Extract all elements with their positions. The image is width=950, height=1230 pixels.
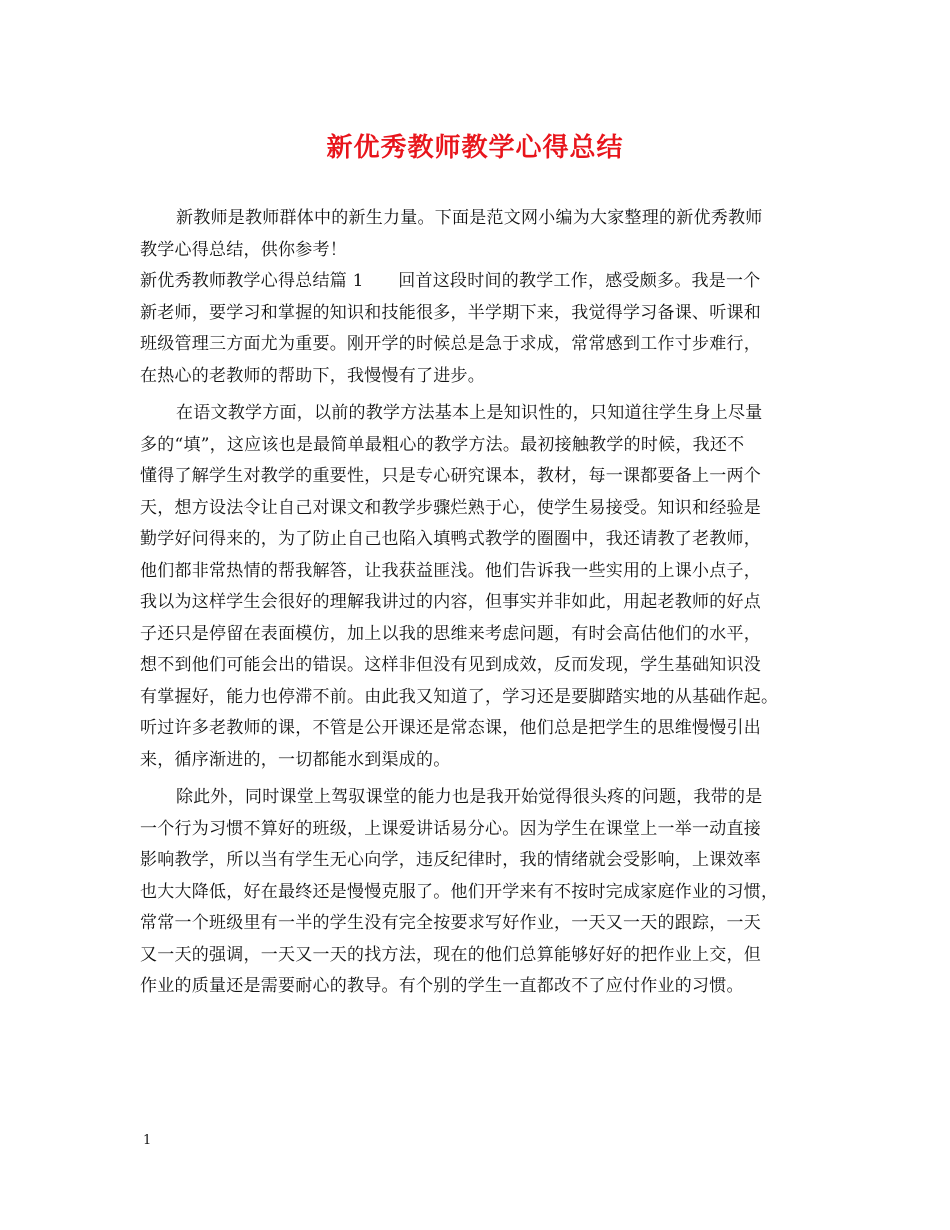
- paragraph-3-line-10: 有掌握好，能力也停滞不前。由此我又知道了，学习还是要脚踏实地的从基础作起。: [140, 686, 779, 707]
- paragraph-4-line-4: 也大大降低，好在最终还是慢慢克服了。他们开学来有不按时完成家庭作业的习惯，: [140, 881, 779, 902]
- paragraph-2-line-3: 班级管理三方面尤为重要。刚开学的时候总是急于求成，常常感到工作寸步难行，: [140, 334, 761, 354]
- paragraph-3-line-12: 来，循序渐进的，一切都能水到渠成的。: [140, 749, 451, 770]
- paragraph-1-line-2: 教学心得总结，供你参考！: [140, 239, 347, 260]
- paragraph-2-line-2: 新老师，要学习和掌握的知识和技能很多，半学期下来，我觉得学习备课、听课和: [140, 302, 761, 323]
- paragraph-4-line-6: 又一天的强调，一天又一天的找方法，现在的他们总算能够好好的把作业上交，但: [140, 944, 761, 965]
- paragraph-3-line-8: 子还只是停留在表面模仿，加上以我的思维来考虑问题，有时会高估他们的水平，: [140, 623, 761, 644]
- paragraph-3-line-7: 我以为这样学生会很好的理解我讲过的内容，但事实并非如此，用起老教师的好点: [140, 592, 761, 612]
- paragraph-4-line-3: 影响教学，所以当有学生无心向学，违反纪律时，我的情绪就会受影响，上课效率: [140, 850, 761, 870]
- paragraph-3-line-6: 他们都非常热情的帮我解答，让我获益匪浅。他们告诉我一些实用的上课小点子，: [140, 560, 761, 581]
- paragraph-3-line-11: 听过许多老教师的课，不管是公开课还是常态课，他们总是把学生的思维慢慢引出: [140, 718, 761, 738]
- paragraph-3-line-9: 想不到他们可能会出的错误。这样非但没有见到成效，反而发现，学生基础知识没: [140, 655, 761, 675]
- document-title: 新优秀教师教学心得总结: [326, 133, 624, 163]
- paragraph-4-line-5: 常常一个班级里有一半的学生没有完全按要求写好作业，一天又一天的跟踪，一天: [140, 913, 761, 933]
- paragraph-4-line-1: 除此外，同时课堂上驾驭课堂的能力也是我开始觉得很头疼的问题，我带的是: [176, 787, 763, 807]
- paragraph-3-line-3: 懂得了解学生对教学的重要性，只是专心研究课本，教材，每一课都要备上一两个: [140, 466, 761, 486]
- paragraph-2-line-1: 新优秀教师教学心得总结篇 1 回首这段时间的教学工作，感受颇多。我是一个: [140, 271, 761, 291]
- document-body: [140, 203, 812, 1003]
- paragraph-4-line-7: 作业的质量还是需要耐心的教导。有个别的学生一直都改不了应付作业的习惯。: [140, 976, 744, 996]
- paragraph-3-line-4: 天，想方设法令让自己对课文和教学步骤烂熟于心，使学生易接受。知识和经验是: [140, 497, 761, 518]
- paragraph-3-line-1: 在语文教学方面，以前的教学方法基本上是知识性的，只知道往学生身上尽量: [176, 403, 763, 423]
- paragraph-3-line-2: 多的“填”，这应该也是最简单最粗心的教学方法。最初接触教学的时候，我还不: [140, 434, 745, 455]
- paragraph-4-line-2: 一个行为习惯不算好的班级，上课爱讲话易分心。因为学生在课堂上一举一动直接: [140, 818, 761, 839]
- paragraph-1-line-1: 新教师是教师群体中的新生力量。下面是范文网小编为大家整理的新优秀教师: [176, 208, 763, 228]
- page-number: 1: [143, 1133, 152, 1148]
- paragraph-3-line-5: 勤学好问得来的，为了防止自己也陷入填鸭式教学的圈圈中，我还请教了老教师，: [140, 529, 761, 549]
- paragraph-2-line-4: 在热心的老教师的帮助下，我慢慢有了进步。: [140, 365, 485, 386]
